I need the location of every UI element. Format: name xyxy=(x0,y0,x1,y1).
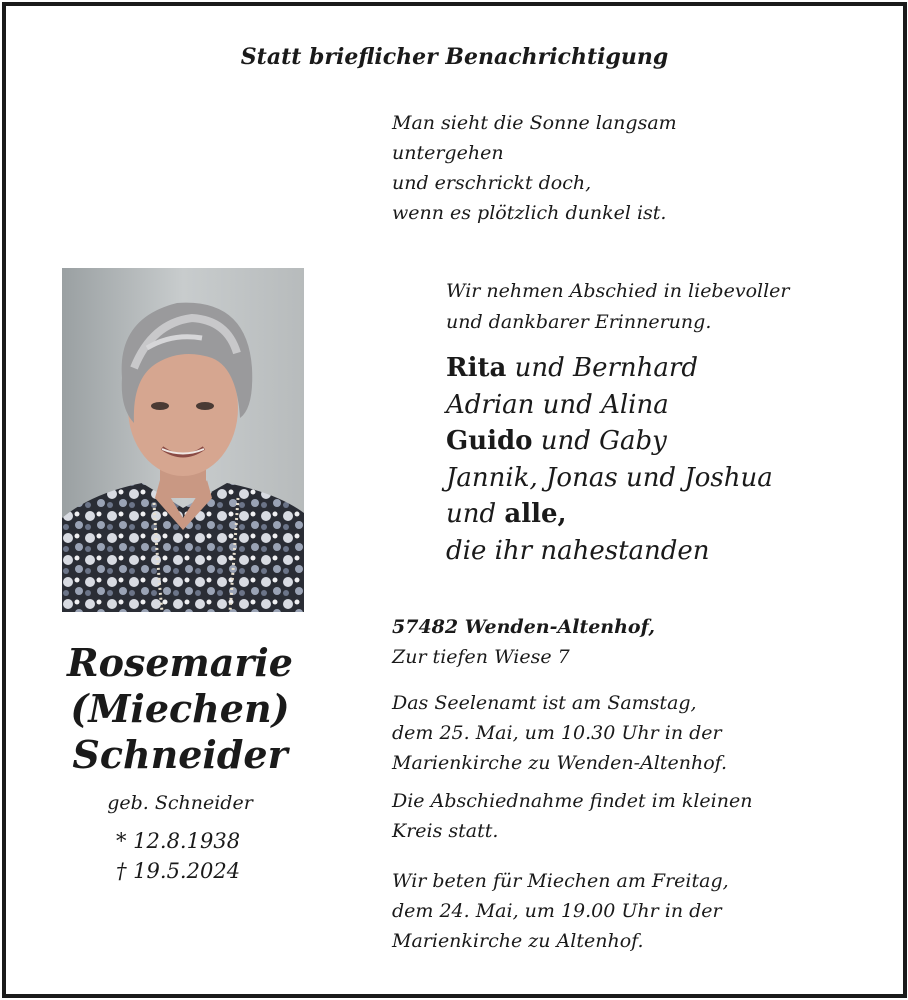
poem-line: Man sieht die Sonne langsam xyxy=(392,112,677,134)
mourner-name-bold: Guido xyxy=(446,426,533,456)
deceased-name xyxy=(26,640,334,778)
mourner-prefix: und xyxy=(446,499,505,529)
mourners-list xyxy=(446,350,773,569)
prayer-line: dem 24. Mai, um 19.00 Uhr in der xyxy=(392,900,722,922)
requiem-info xyxy=(392,688,727,778)
mourner-line xyxy=(446,496,773,533)
mourner-name-bold: Rita xyxy=(446,353,507,383)
mourner-line: die ihr nahestanden xyxy=(446,535,710,566)
address xyxy=(392,612,655,672)
prayer-info xyxy=(392,866,729,956)
portrait-photo xyxy=(62,268,304,612)
death-date: † 19.5.2024 xyxy=(116,859,241,883)
requiem-line: Marienkirche zu Wenden-Altenhof. xyxy=(392,752,728,774)
address-street: Zur tiefen Wiese 7 xyxy=(392,646,570,668)
farewell-line: Wir nehmen Abschied in liebevoller xyxy=(446,280,790,302)
farewell-line: und dankbarer Erinnerung. xyxy=(446,311,712,333)
mourner-line: Adrian und Alina xyxy=(446,389,669,420)
mourner-line xyxy=(446,423,773,460)
obituary-notice xyxy=(2,2,907,998)
mourner-name-rest: und Bernhard xyxy=(506,353,698,383)
farewell-text xyxy=(446,276,790,338)
gathering-line: Die Abschiednahme findet im kleinen xyxy=(392,790,753,812)
prayer-line: Marienkirche zu Altenhof. xyxy=(392,930,644,952)
address-city: 57482 Wenden-Altenhof, xyxy=(392,616,655,638)
poem-line: und erschrickt doch, xyxy=(392,172,592,194)
requiem-line: dem 25. Mai, um 10.30 Uhr in der xyxy=(392,722,722,744)
birth-name: geb. Schneider xyxy=(107,792,253,814)
nickname: (Miechen) xyxy=(70,686,290,731)
mourner-name-rest: und Gaby xyxy=(532,426,667,456)
mourner-name-bold: alle, xyxy=(504,499,567,529)
portrait-image xyxy=(62,268,304,612)
gathering-line: Kreis statt. xyxy=(392,820,499,842)
birth-date: * 12.8.1938 xyxy=(116,829,241,853)
first-name: Rosemarie xyxy=(67,640,293,685)
notice-heading: Statt brieflicher Benachrichtigung xyxy=(240,44,669,70)
prayer-line: Wir beten für Miechen am Freitag, xyxy=(392,870,729,892)
poem-line: wenn es plötzlich dunkel ist. xyxy=(392,202,667,224)
farewell-gathering-info xyxy=(392,786,752,846)
life-dates xyxy=(116,826,240,886)
requiem-line: Das Seelenamt ist am Samstag, xyxy=(392,692,697,714)
mourner-line: Jannik, Jonas und Joshua xyxy=(446,462,773,493)
last-name: Schneider xyxy=(72,732,288,777)
poem-line: untergehen xyxy=(392,142,504,164)
poem xyxy=(392,108,677,228)
mourner-line xyxy=(446,350,773,387)
